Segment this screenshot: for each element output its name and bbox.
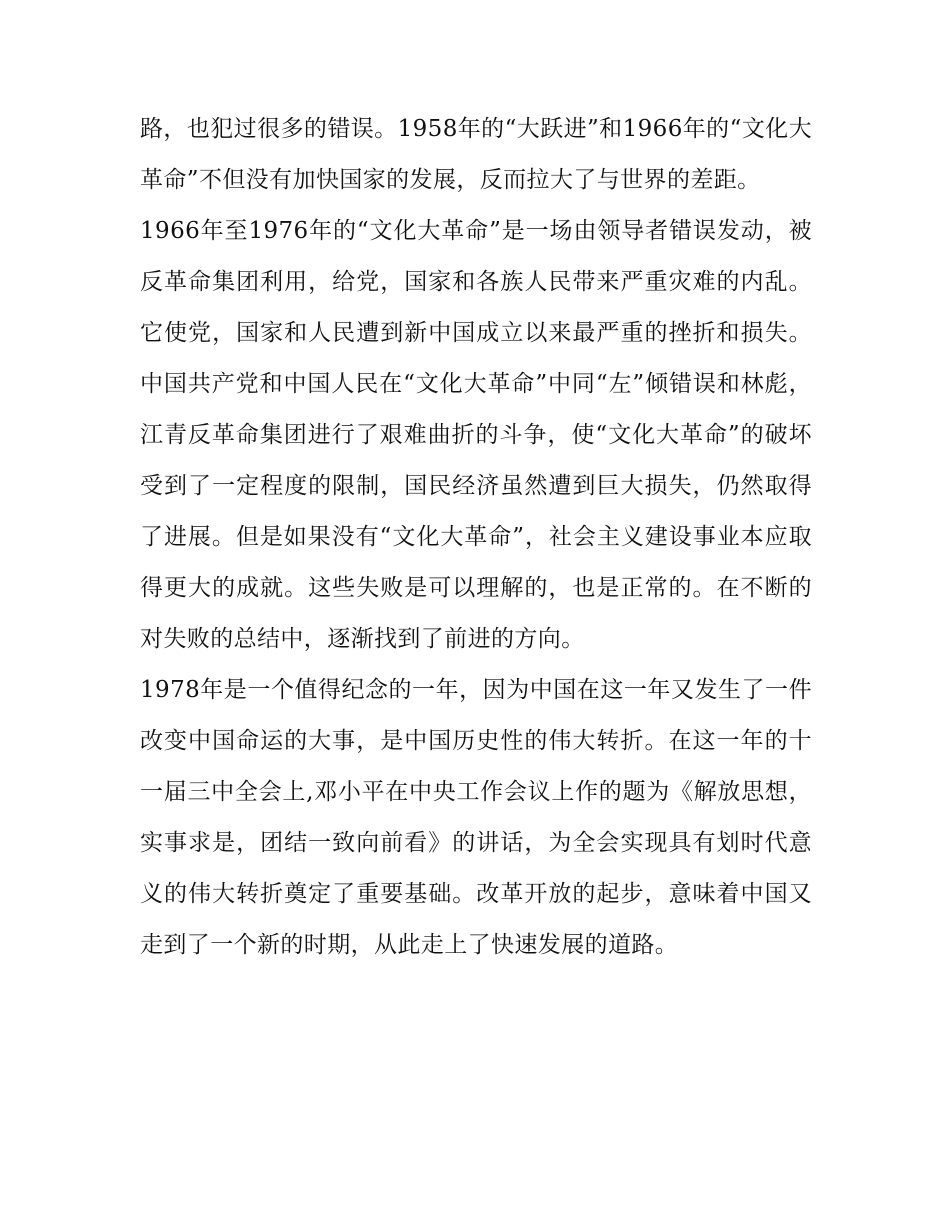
paragraph-3: 1978年是一个值得纪念的一年，因为中国在这一年又发生了一件改变中国命运的大事，是中国历史性的伟大转折。在这一年的十一届三中全会上,邓小平在中央工作会议上作的题为《解放思想，实事求是，团结一致向前看》的讲话，为全会实现具有划时代意义的伟大转折奠定了重要基础。改革开放的起步，意味着中国又走到了一个新的时期，从此走上了快速发展的道路。 bbox=[140, 677, 812, 958]
paragraph-1: 路，也犯过很多的错误。1958年的“大跃进”和1966年的“文化大革命”不但没有加快国家的发展，反而拉大了与世界的差距。 bbox=[140, 116, 812, 193]
paragraph-2: 1966年至1976年的“文化大革命”是一场由领导者错误发动，被反革命集团利用，给党，国家和各族人民带来严重灾难的内乱。它使党，国家和人民遭到新中国成立以来最严重的挫折和损失。中国共产党和中国人民在“文化大革命”中同“左”倾错误和林彪，江青反革命集团进行了艰难曲折的斗争，使“文化大革命”的破坏受到了一定程度的限制，国民经济虽然遭到巨大损失，仍然取得了进展。但是如果没有“文化大革命”，社会主义建设事业本应取得更大的成就。这些失败是可以理解的，也是正常的。在不断的对失败的总结中，逐渐找到了前进的方向。 bbox=[140, 218, 812, 652]
document-page bbox=[140, 104, 812, 971]
